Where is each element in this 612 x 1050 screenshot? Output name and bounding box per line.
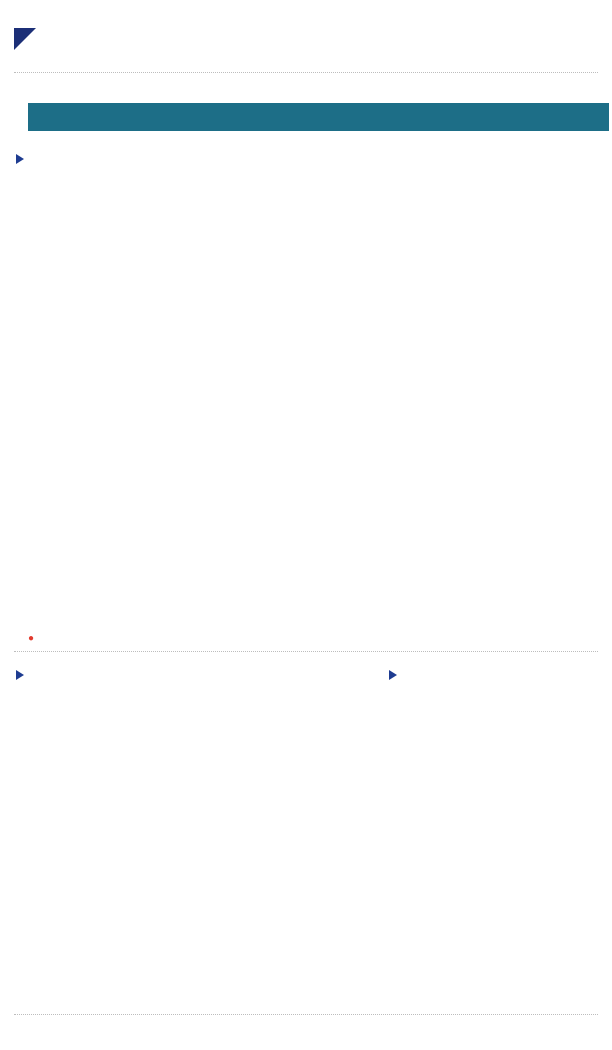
play-triangle-icon <box>389 670 397 680</box>
resistance-temperature-chart <box>16 690 316 940</box>
mid-divider <box>14 651 598 652</box>
dims-heading <box>389 668 405 684</box>
dimensions-drawing <box>400 690 590 905</box>
play-triangle-icon <box>16 670 24 680</box>
graph-heading <box>16 668 32 684</box>
title-triangle-icon <box>14 28 36 50</box>
tolerance-note <box>28 632 36 644</box>
tolerance-dot-icon: ● <box>28 633 35 644</box>
play-triangle-icon <box>16 154 24 164</box>
spec-heading <box>16 152 32 168</box>
bottom-divider <box>14 1014 598 1015</box>
series-banner <box>28 103 609 131</box>
top-divider <box>14 72 598 73</box>
